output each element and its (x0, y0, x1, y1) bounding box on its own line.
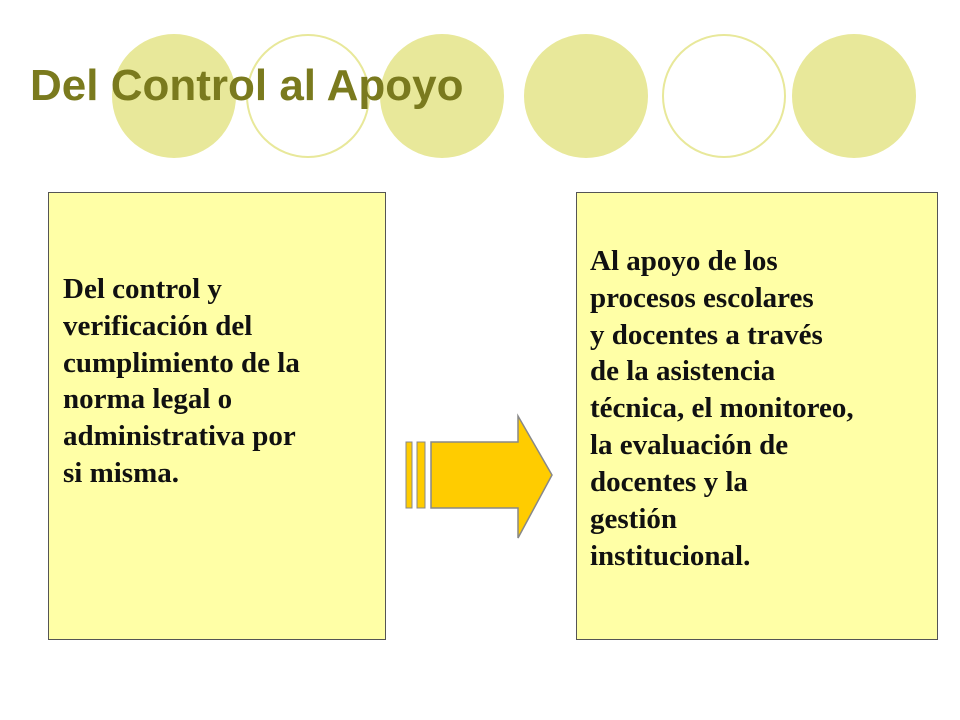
right-box-text: Al apoyo de los procesos escolares y docentes a través de la asistencia técnica, el monitoreo, la evaluación de docentes y la gestión institucional. (590, 245, 854, 572)
right-text-box (576, 192, 938, 640)
left-text-box (48, 192, 386, 640)
slide-title: Del Control al Apoyo (30, 61, 464, 110)
circle-decoration (662, 34, 786, 158)
circle-decoration (524, 34, 648, 158)
right-arrow-icon (404, 410, 556, 542)
circle-decoration (792, 34, 916, 158)
left-box-text: Del control y verificación del cumplimiento de la norma legal o administrativa por si misma. (63, 273, 300, 490)
